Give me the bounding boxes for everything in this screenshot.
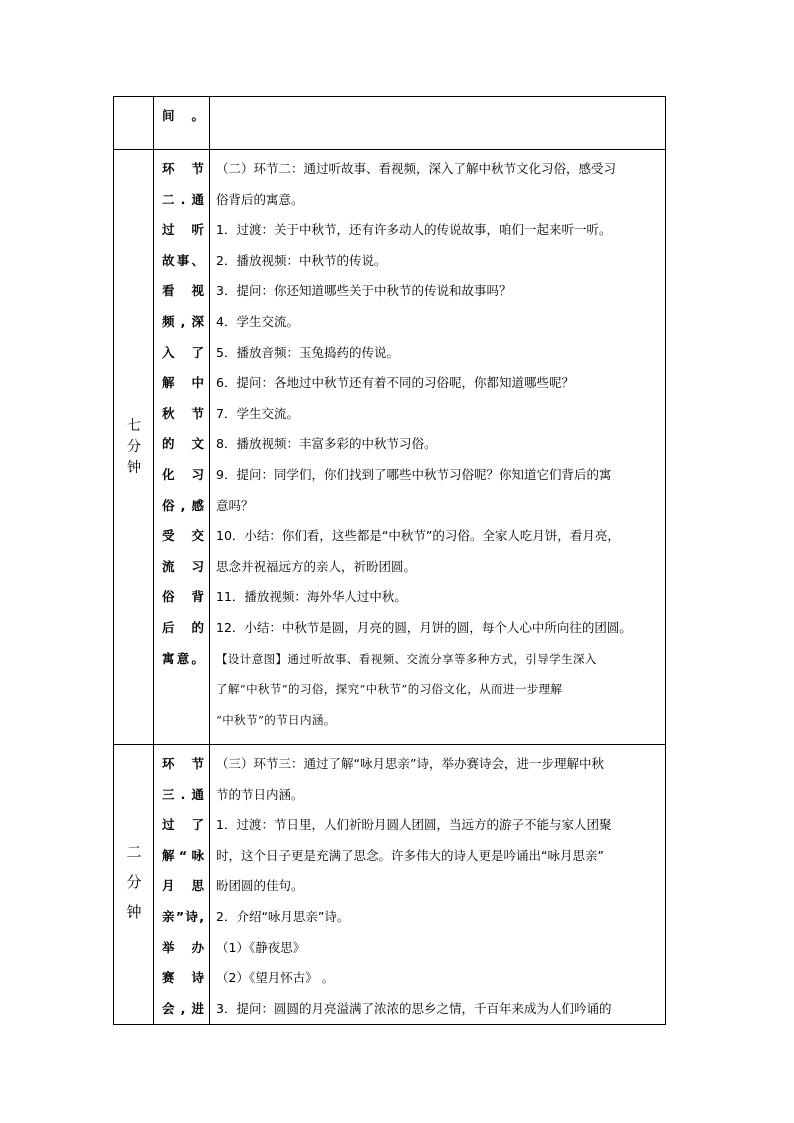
content-line: 2．播放视频：中秋节的传说。: [216, 252, 387, 268]
content-line: 10．小结：你们看，这些都是“中秋节”的习俗。全家人吃月饼，看月亮，: [216, 528, 620, 544]
step-line: 化习: [162, 466, 204, 482]
content-text: [216, 154, 661, 735]
step-line: 频,深: [162, 313, 204, 329]
content-line: 盼团圆的佳句。: [216, 878, 304, 894]
content-line: 意吗？: [216, 497, 254, 513]
content-line: 思念并祝福远方的亲人，祈盼团圆。: [216, 558, 417, 574]
design-intent-line: “中秋节”的节日内涵。: [216, 712, 336, 727]
content-cell: [210, 150, 665, 744]
time-char: 七: [127, 418, 141, 434]
step-line: 解中: [162, 375, 204, 391]
step-cell: [154, 745, 210, 1024]
step-line: 入了: [162, 344, 204, 360]
step-line: 后的: [162, 619, 204, 635]
step-line: 举 办: [162, 939, 204, 955]
time-char: 钟: [126, 903, 142, 921]
time-cell: [114, 97, 154, 149]
table-row: [114, 149, 665, 744]
content-line: 1．过渡：关于中秋节，还有许多动人的传说故事，咱们一起来听一听。: [216, 222, 612, 238]
content-line: 时，这个日子更是充满了思念。许多伟大的诗人更是吟诵出“咏月思亲”: [216, 847, 604, 863]
table-row: [114, 744, 665, 1024]
step-line: 亲”诗,: [162, 908, 204, 924]
step-line: 看视: [162, 283, 204, 299]
content-line: 3．提问：你还知道哪些关于中秋节的传说和故事吗？: [216, 283, 512, 299]
step-line: 秋节: [162, 405, 204, 421]
step-line: 俗,感: [162, 497, 204, 513]
content-line: 2．介绍“咏月思亲”诗。: [216, 908, 350, 924]
step-line: 俗背: [162, 589, 204, 605]
content-line: 3．提问：圆圆的月亮溢满了浓浓的思乡之情，千百年来成为人们吟诵的: [216, 1000, 612, 1016]
step-line: 故事、: [162, 252, 204, 268]
step-line: 环节: [162, 161, 204, 176]
design-intent-line: 了解“中秋节”的习俗，探究“中秋节”的习俗文化，从而进一步理解: [216, 682, 563, 697]
content-line: 8．播放视频：丰富多彩的中秋节习俗。: [216, 436, 437, 452]
time-cell: [114, 745, 154, 1024]
time-char: 分: [126, 873, 142, 891]
design-intent-line: 【设计意图】通过听故事、看视频、交流分享等多种方式，引导学生深入: [216, 651, 597, 666]
content-line: 9．提问：同学们，你们找到了哪些中秋节习俗呢？你知道它们背后的寓: [216, 466, 612, 482]
content-cell: [210, 97, 665, 149]
time-cell: [114, 150, 154, 744]
content-line: 节的节日内涵。: [216, 786, 304, 802]
table-row: [114, 97, 665, 149]
step-text: [162, 101, 204, 132]
step-line: 的文: [162, 436, 204, 452]
step-line: 间。: [162, 108, 204, 123]
content-line: 4．学生交流。: [216, 313, 299, 329]
content-line: （1）《静夜思》: [216, 939, 306, 955]
lesson-plan-table: [113, 96, 666, 1025]
content-line: （三）环节三：通过了解“咏月思亲”诗，举办赛诗会，进一步理解中秋: [216, 756, 604, 771]
step-line: 环 节: [162, 756, 204, 771]
time-char: 二: [126, 843, 142, 861]
time-text: [114, 837, 154, 927]
time-char: 钟: [127, 460, 141, 476]
content-cell: [210, 745, 665, 1024]
step-line: 寓意。: [162, 650, 204, 666]
step-line: 三.通: [162, 786, 204, 802]
step-line: 会,进: [162, 1000, 204, 1016]
content-line: 1．过渡：节日里，人们祈盼月圆人团圆，当远方的游子不能与家人团聚: [216, 817, 612, 833]
step-text: [162, 154, 204, 674]
step-line: 流习: [162, 558, 204, 574]
step-line: 赛 诗: [162, 970, 204, 986]
content-line: （二）环节二：通过听故事、看视频，深入了解中秋节文化习俗，感受习: [216, 161, 617, 176]
step-line: 过听: [162, 222, 204, 238]
step-line: 二.通: [162, 191, 204, 207]
step-cell: [154, 150, 210, 744]
content-line: 11．播放视频：海外华人过中秋。: [216, 589, 407, 605]
content-line: 俗背后的寓意。: [216, 191, 304, 207]
content-line: 5．播放音频：玉兔捣药的传说。: [216, 344, 399, 360]
content-line: 6．提问：各地过中秋节还有着不同的习俗呢，你都知道哪些呢？: [216, 375, 574, 391]
step-line: 过 了: [162, 817, 204, 833]
content-line: 7．学生交流。: [216, 405, 299, 421]
step-text: [162, 749, 204, 1024]
content-line: 12．小结：中秋节是圆，月亮的圆，月饼的圆，每个人心中所向往的团圆。: [216, 619, 632, 635]
step-line: 解“咏: [162, 847, 204, 863]
content-line: （2）《望月怀古》 。: [216, 970, 335, 986]
time-text: [114, 416, 154, 479]
content-text: [216, 749, 661, 1024]
step-cell: [154, 97, 210, 149]
step-line: 月 思: [162, 878, 204, 894]
step-line: 受交: [162, 528, 204, 544]
time-char: 分: [127, 439, 141, 455]
